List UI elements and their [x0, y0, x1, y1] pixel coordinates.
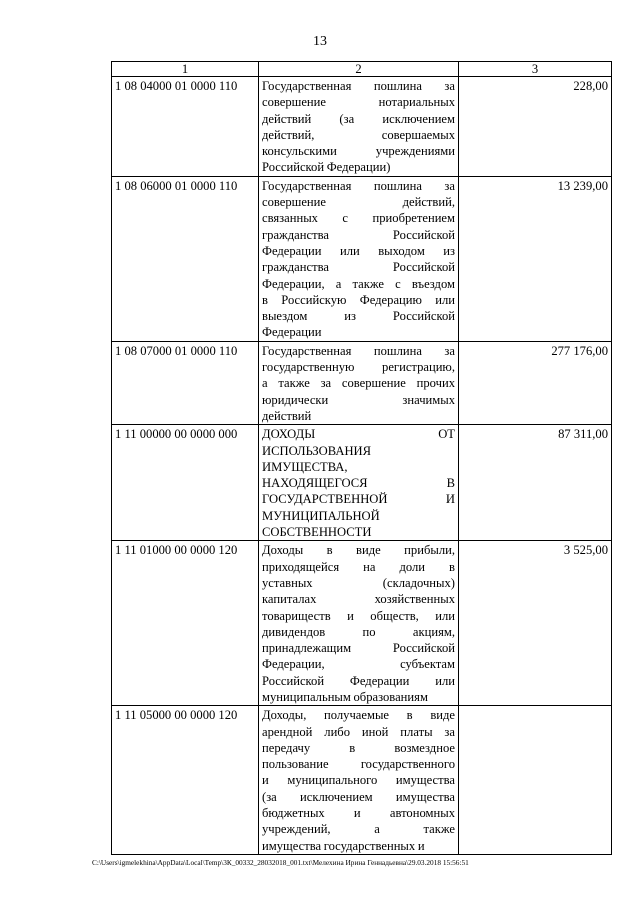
revenue-name-line: Российской Федерации) — [262, 160, 391, 175]
revenue-name-line: ИМУЩЕСТВА, — [262, 459, 348, 474]
revenue-name-cell — [259, 425, 459, 541]
revenue-name-line: уставных (складочных) — [262, 575, 455, 590]
column-header-name: 2 — [259, 62, 459, 77]
revenue-name-line: ИСПОЛЬЗОВАНИЯ — [262, 443, 372, 458]
revenue-name-line: связанных с приобретением — [262, 211, 455, 226]
column-header-amount: 3 — [459, 62, 612, 77]
revenue-name-line: (за исключением имущества — [262, 789, 455, 804]
table-row — [112, 77, 612, 177]
revenue-name-line: действий — [262, 408, 312, 423]
revenue-name-line: гражданства Российской — [262, 260, 455, 275]
revenue-name-line: выездом из Российской — [262, 309, 455, 324]
column-header-code: 1 — [112, 62, 259, 77]
budget-revenue-table — [111, 61, 612, 855]
table-row — [112, 541, 612, 706]
revenue-name-cell — [259, 706, 459, 855]
revenue-name-line: приходящейся на доли в — [262, 559, 455, 574]
table-row — [112, 176, 612, 341]
budget-code-cell: 1 11 01000 00 0000 120 — [112, 541, 259, 706]
budget-code-cell: 1 11 05000 00 0000 120 — [112, 706, 259, 855]
revenue-name-line: имущества государственных и — [262, 838, 425, 853]
amount-cell: 277 176,00 — [459, 341, 612, 424]
table-row — [112, 425, 612, 541]
revenue-name-line: Государственная пошлина за — [262, 79, 455, 93]
revenue-name-line: пользование государственного — [262, 757, 455, 772]
revenue-name-cell — [259, 541, 459, 706]
revenue-name-line: в Российскую Федерацию или — [262, 292, 455, 307]
revenue-name-line: Государственная пошлина за — [262, 178, 455, 193]
revenue-name-line: передачу в возмездное — [262, 740, 455, 755]
revenue-name-line: капиталах хозяйственных — [262, 592, 455, 607]
revenue-name-line: Федерации, а также с въездом — [262, 276, 455, 291]
revenue-name-cell — [259, 77, 459, 177]
revenue-name-line: МУНИЦИПАЛЬНОЙ — [262, 508, 380, 523]
revenue-name-line: ДОХОДЫ ОТ — [262, 427, 455, 442]
budget-code-cell: 1 08 04000 01 0000 110 — [112, 77, 259, 177]
budget-code-cell: 1 08 07000 01 0000 110 — [112, 341, 259, 424]
revenue-name-line: Федерации, субъектам — [262, 657, 455, 672]
revenue-name-line: Федерации — [262, 325, 322, 340]
file-path-footer: C:\Users\igmelekhina\AppData\Local\Temp\3К_00332_28032018_001.txt\Мелехина Ирина Геннадьевна\29.03.2018 15:56:51 — [92, 858, 469, 867]
revenue-name-line: Федерации или выходом из — [262, 243, 455, 258]
amount-cell — [459, 706, 612, 855]
revenue-name-line: Российской Федерации или — [262, 673, 455, 688]
revenue-name-line: принадлежащим Российской — [262, 641, 455, 656]
revenue-name-line: Доходы, получаемые в виде — [262, 708, 455, 723]
revenue-name-line: и муниципального имущества — [262, 773, 455, 788]
table-row — [112, 706, 612, 855]
revenue-name-line: действий, совершаемых — [262, 127, 455, 142]
budget-code-cell: 1 08 06000 01 0000 110 — [112, 176, 259, 341]
revenue-name-line: юридически значимых — [262, 392, 455, 407]
amount-cell: 228,00 — [459, 77, 612, 177]
revenue-name-line: СОБСТВЕННОСТИ — [262, 525, 372, 540]
revenue-name-line: гражданства Российской — [262, 227, 455, 242]
amount-cell: 87 311,00 — [459, 425, 612, 541]
revenue-name-cell — [259, 176, 459, 341]
revenue-name-line: бюджетных и автономных — [262, 806, 455, 821]
revenue-name-line: учреждений, а также — [262, 822, 455, 837]
amount-cell: 3 525,00 — [459, 541, 612, 706]
revenue-name-line: консульскими учреждениями — [262, 144, 455, 159]
revenue-name-line: совершение нотариальных — [262, 95, 455, 110]
revenue-name-line: дивидендов по акциям, — [262, 624, 455, 639]
revenue-name-line: Доходы в виде прибыли, — [262, 543, 455, 558]
revenue-name-line: НАХОДЯЩЕГОСЯ В — [262, 476, 455, 491]
revenue-name-line: а также за совершение прочих — [262, 376, 455, 391]
revenue-name-line: Государственная пошлина за — [262, 343, 455, 358]
revenue-name-line: ГОСУДАРСТВЕННОЙ И — [262, 492, 455, 507]
revenue-name-line: совершение действий, — [262, 195, 455, 210]
page-number: 13 — [313, 34, 327, 49]
budget-code-cell: 1 11 00000 00 0000 000 — [112, 425, 259, 541]
revenue-name-line: государственную регистрацию, — [262, 360, 455, 375]
amount-cell: 13 239,00 — [459, 176, 612, 341]
table-header-row — [112, 62, 612, 77]
revenue-name-line: арендной либо иной платы за — [262, 724, 455, 739]
revenue-name-cell — [259, 341, 459, 424]
revenue-name-line: действий (за исключением — [262, 111, 455, 126]
revenue-name-line: товариществ и обществ, или — [262, 608, 455, 623]
table-row — [112, 341, 612, 424]
revenue-name-line: муниципальным образованиям — [262, 689, 428, 704]
